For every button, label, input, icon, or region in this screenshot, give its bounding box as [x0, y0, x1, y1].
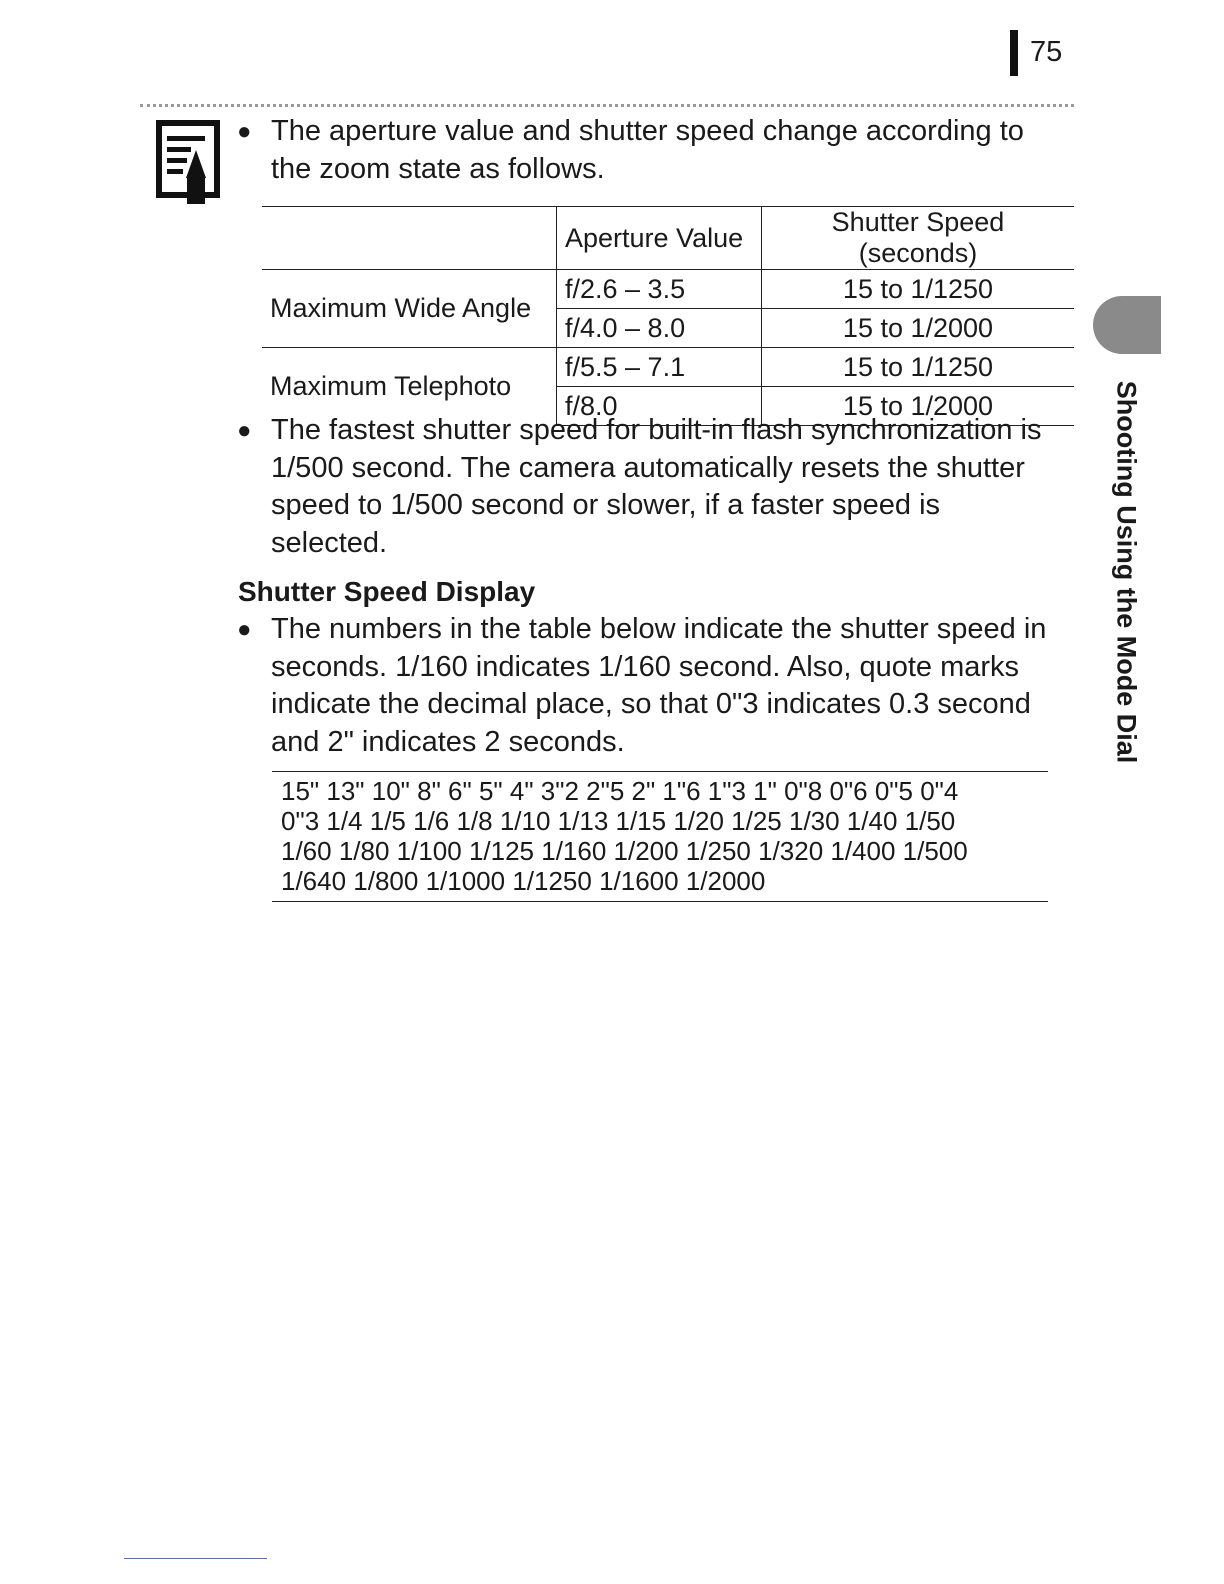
table-header-shutter: Shutter Speed (seconds): [762, 207, 1075, 270]
zoom-aperture-table: [262, 206, 1074, 426]
chapter-side-label: Shooting Using the Mode Dial: [1111, 380, 1142, 764]
shutter-range: 15 to 1/1250: [762, 270, 1075, 309]
bullet-line: The aperture value and shutter speed change according to: [271, 115, 1024, 147]
speeds-line: 1/60 1/80 1/100 1/125 1/160 1/200 1/250 1/320 1/400 1/500: [281, 836, 968, 866]
bullet-dot: ●: [237, 616, 252, 643]
bullet-line: the zoom state as follows.: [271, 152, 605, 185]
shutter-range: 15 to 1/1250: [762, 348, 1075, 387]
bullet-dot: ●: [237, 417, 252, 444]
aperture-value: f/8.0: [557, 387, 762, 426]
aperture-value: f/4.0 – 8.0: [557, 309, 762, 348]
table-header-row: [262, 207, 1074, 270]
bullet-line: selected.: [271, 526, 388, 559]
shutter-range: 15 to 1/2000: [762, 387, 1075, 426]
section-title: Shutter Speed Display: [238, 576, 536, 607]
shutter-range: 15 to 1/2000: [762, 309, 1075, 348]
speeds-line: 0"3 1/4 1/5 1/6 1/8 1/10 1/13 1/15 1/20 1/25 1/30 1/40 1/50: [281, 806, 956, 836]
zoom-state-label: Maximum Telephoto: [262, 348, 557, 426]
bullet-line: 1/500 second. The camera automatically resets the shutter: [271, 451, 1025, 484]
bullet-dot: ●: [237, 118, 252, 145]
table-header-aperture: Aperture Value: [557, 207, 762, 270]
memo-note-icon: [156, 120, 222, 206]
table-header-empty: [262, 207, 557, 270]
aperture-value: f/5.5 – 7.1: [557, 348, 762, 387]
bullet-line: seconds. 1/160 indicates 1/160 second. Also, quote marks: [271, 650, 1020, 683]
table-row: [262, 348, 1074, 387]
page-number: 75: [1030, 36, 1063, 68]
speeds-line: 15" 13" 10" 8" 6" 5" 4" 3"2 2"5 2" 1"6 1"3 1" 0"8 0"6 0"5 0"4: [281, 776, 959, 806]
top-dotted-rule: [140, 104, 1074, 107]
bullet-line: indicate the decimal place, so that 0"3 indicates 0.3 second: [271, 688, 1031, 720]
footer-rule: [124, 1558, 267, 1559]
bullet-line: and 2" indicates 2 seconds.: [271, 725, 625, 758]
bullet-line: The numbers in the table below indicate the shutter speed in: [271, 613, 1047, 645]
shutter-speeds-table: [272, 771, 1048, 902]
zoom-state-label: Maximum Wide Angle: [262, 270, 557, 348]
aperture-value: f/2.6 – 3.5: [557, 270, 762, 309]
speeds-line: 1/640 1/800 1/1000 1/1250 1/1600 1/2000: [281, 866, 766, 896]
table-row: [262, 270, 1074, 309]
chapter-tab-marker: [1093, 296, 1161, 354]
bullet-line: The fastest shutter speed for built-in flash synchronization is: [271, 414, 1042, 446]
bullet-line: speed to 1/500 second or slower, if a faster speed is: [271, 489, 941, 521]
page-number-bar: [1010, 30, 1018, 76]
